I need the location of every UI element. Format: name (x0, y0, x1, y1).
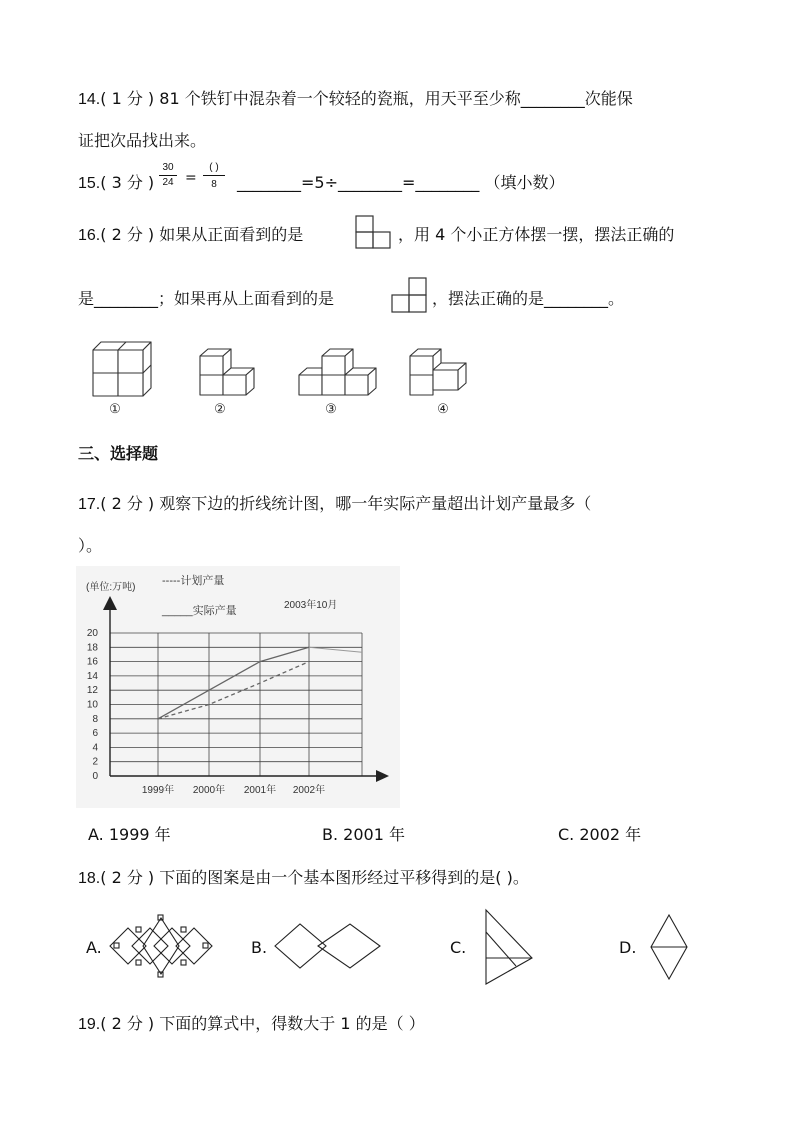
q18-label-c[interactable]: C. (450, 938, 467, 957)
q18-text: 下面的图案是由一个基本图形经过平移得到的是( )。 (159, 868, 529, 887)
chart-unit-label: (单位:万吨) (86, 582, 136, 593)
q18-score: ( 2 分 ) (100, 868, 155, 887)
y-tick-label: 18 (86, 642, 98, 654)
q17-line1 (78, 491, 591, 514)
q17-line2: ）。 (78, 536, 103, 555)
q19-line (78, 1011, 425, 1034)
q15-frac1-den: 24 (162, 177, 174, 188)
pattern-a-knot-icon (106, 912, 220, 980)
q14-number: 14. (78, 91, 101, 108)
q18-number: 18. (78, 870, 101, 887)
x-tick-label: 1999年 (141, 785, 175, 796)
front-view-shape-icon (354, 214, 392, 250)
cube-options (85, 338, 485, 420)
y-tick-label: 14 (86, 670, 98, 682)
q15-frac1-num: 30 (162, 162, 174, 173)
q14-score: ( 1 分 ) (100, 89, 155, 108)
q15-equals: = (185, 170, 197, 186)
q18-line (78, 865, 529, 888)
y-tick-label: 4 (92, 742, 98, 754)
x-tick-label: 2002年 (292, 785, 326, 796)
chart-date-note: 2003年10月 (284, 600, 338, 611)
q15-frac1-bar (159, 175, 177, 176)
q15-number: 15. (78, 175, 101, 192)
y-tick-label: 8 (92, 713, 98, 725)
q16-line2b: ，摆法正确的是________。 (432, 289, 625, 308)
q16-line1a (78, 222, 303, 245)
top-view-shape-icon (389, 276, 429, 314)
q14-line2: 证把次品找出来。 (78, 131, 207, 150)
q18-label-a[interactable]: A. (86, 938, 102, 957)
pattern-d-rhombus-icon (648, 912, 690, 982)
q16-score: ( 2 分 ) (100, 225, 155, 244)
q16-line2a: 是________；如果再从上面看到的是 (78, 289, 335, 308)
y-tick-label: 6 (92, 728, 98, 740)
chart-background (76, 566, 400, 808)
q15-frac2-den: 8 (211, 179, 217, 190)
q15-frac2-num: ( ) (209, 162, 219, 173)
y-tick-label: 20 (86, 628, 98, 639)
q15-score: ( 3 分 ) (100, 173, 155, 192)
q15-label (78, 170, 154, 193)
q14-blank[interactable]: ________ (520, 89, 585, 108)
q16-text-2: ，用 4 个小正方体摆一摆，摆法正确的 (398, 225, 675, 244)
q16-text: 如果从正面看到的是 (159, 225, 304, 244)
q14-text: 81 个铁钉中混杂着一个较轻的瓷瓶，用天平至少称 (159, 89, 521, 108)
option-label-2: ② (214, 401, 226, 416)
q17-choice-c[interactable]: C. 2002 年 (558, 825, 642, 844)
q17-number: 17. (78, 496, 101, 513)
y-tick-label: 0 (92, 771, 98, 782)
q17-score: ( 2 分 ) (100, 494, 155, 513)
q19-score: ( 2 分 ) (100, 1014, 155, 1033)
option-label-3: ③ (325, 401, 337, 416)
pattern-c-triangles-icon (480, 906, 540, 986)
line-chart (76, 566, 400, 808)
q15-blanks[interactable]: ________=5÷________=________ （填小数） (237, 173, 565, 192)
q17-choice-a[interactable]: A. 1999 年 (88, 825, 171, 844)
pattern-b-diamonds-icon (272, 920, 384, 972)
cube-option-4 (410, 349, 466, 395)
y-tick-label: 12 (86, 685, 98, 697)
q17-choice-b[interactable]: B. 2001 年 (322, 825, 405, 844)
section-title: 三、选择题 (78, 444, 159, 463)
option-label-4: ④ (437, 401, 449, 416)
q16-number: 16. (78, 227, 101, 244)
y-tick-label: 16 (86, 656, 98, 668)
cube-option-1 (93, 342, 151, 396)
q18-label-b[interactable]: B. (251, 938, 268, 957)
y-tick-label: 2 (92, 756, 98, 768)
cube-option-2 (200, 349, 254, 395)
q19-number: 19. (78, 1016, 101, 1033)
q14-text-2: 次能保 (584, 89, 633, 108)
cube-option-3 (299, 349, 376, 395)
x-tick-label: 2001年 (243, 785, 277, 796)
legend-actual: _____实际产量 (162, 605, 237, 617)
q14-line1 (78, 86, 633, 109)
q18-label-d[interactable]: D. (619, 938, 637, 957)
y-tick-label: 10 (86, 699, 98, 711)
option-label-1: ① (109, 401, 121, 416)
q19-text: 下面的算式中，得数大于 1 的是（ ） (159, 1014, 425, 1033)
x-tick-label: 2000年 (192, 785, 226, 796)
q17-text: 观察下边的折线统计图，哪一年实际产量超出计划产量最多（ (159, 494, 592, 513)
legend-plan: -----计划产量 (162, 575, 225, 587)
q15-frac2-bar (203, 175, 225, 176)
